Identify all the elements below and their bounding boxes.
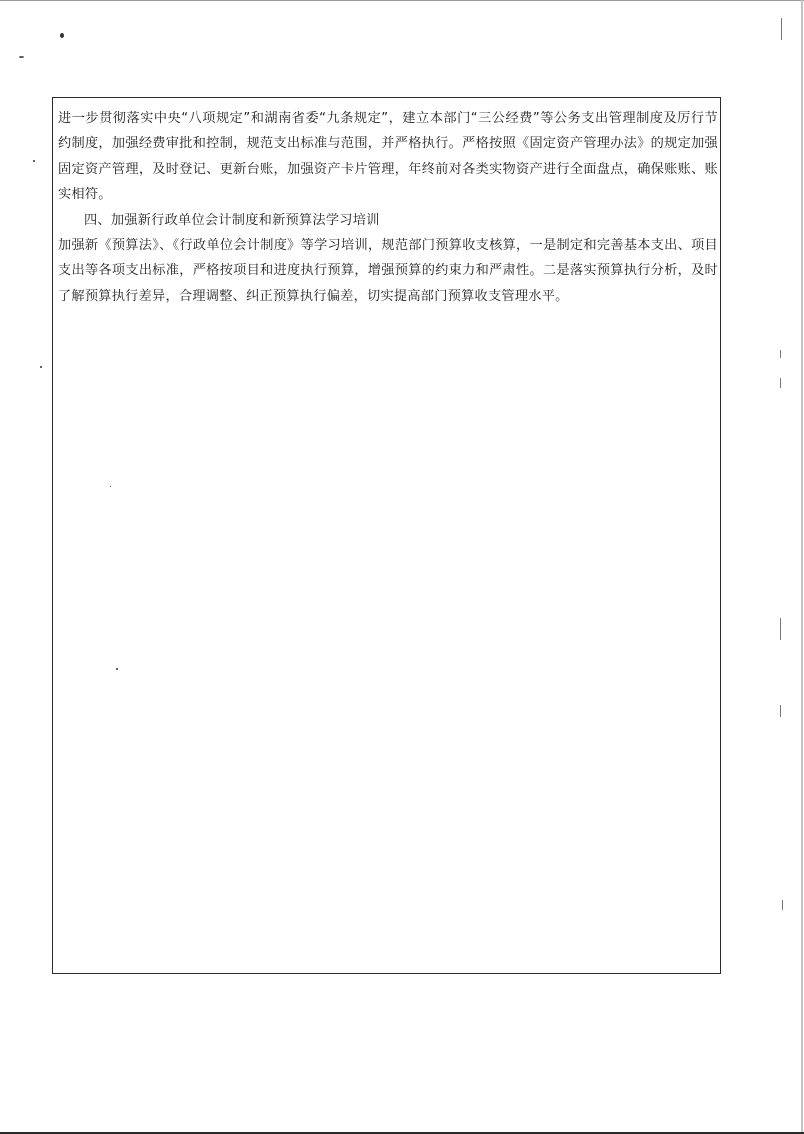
scan-line-mark bbox=[781, 18, 782, 40]
scan-right-edge bbox=[801, 0, 803, 1134]
paragraph-training: 加强新《预算法》、《行政单位会计制度》等学习培训，规范部门预算收支核算，一是制定和完善基本支出、项目支出等各项支出标准，严格按项目和进度执行预算，增强预算的约束力和严肃性。二是落实预算执行分析，及时了解预算执行差异，合理调整、纠正预算执行偏差，切实提高部门预算收支管理水平。 bbox=[58, 238, 718, 304]
scan-speck bbox=[40, 366, 42, 368]
scan-line-mark bbox=[780, 618, 781, 640]
paragraph-asset-management: 进一步贯彻落实中央“八项规定”和湖南省委“九条规定”，建立本部门“三公经费”等公务支出管理制度及厉行节约制度，加强经费审批和控制，规范支出标准与范围，并严格执行。严格按照《固定资产管理办法》的规定加强固定资产管理，及时登记、更新台账，加强资产卡片管理，年终前对各类实物资产进行全面盘点，确保账账、账实相符。 bbox=[58, 111, 718, 203]
scan-speck bbox=[60, 33, 64, 38]
scan-speck bbox=[19, 56, 24, 58]
scan-speck bbox=[33, 160, 35, 162]
scan-line-mark bbox=[780, 350, 781, 358]
scan-line-mark bbox=[780, 378, 781, 388]
document-body bbox=[58, 106, 718, 309]
section-heading-4: 四、加强新行政单位会计制度和新预算法学习培训 bbox=[84, 212, 380, 228]
scan-line-mark bbox=[782, 900, 783, 910]
scan-top-edge bbox=[0, 0, 804, 1]
scan-line-mark bbox=[780, 705, 781, 717]
